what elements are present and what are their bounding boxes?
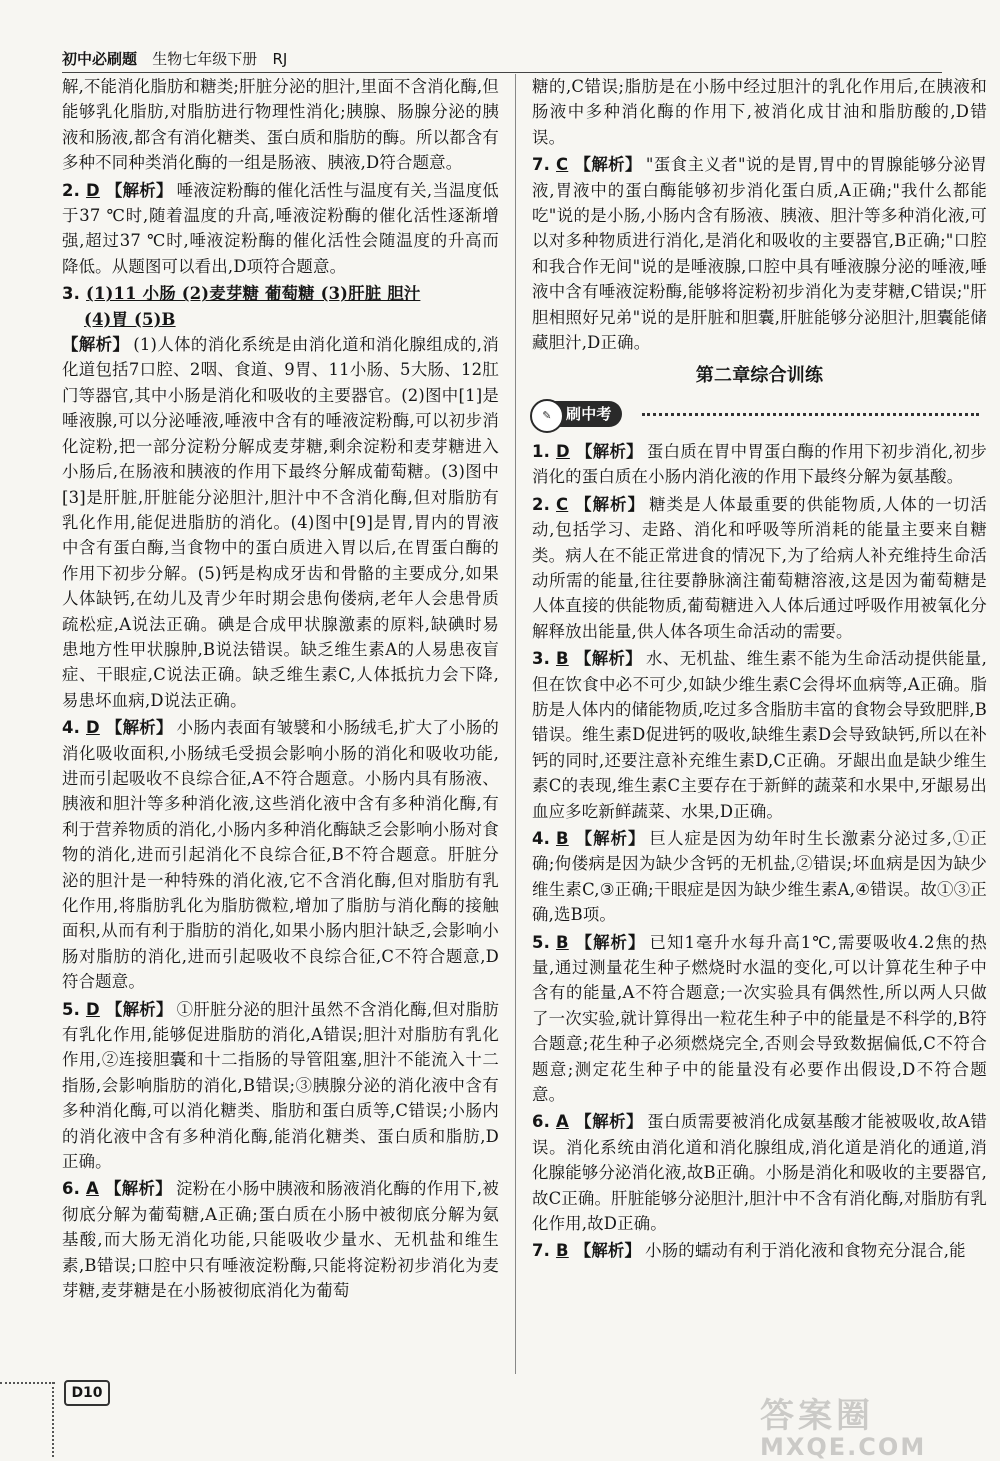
watermark-title: 答案圈 (760, 1396, 874, 1436)
answer-item (532, 646, 987, 824)
section-title: 第二章综合训练 (695, 365, 824, 387)
answer-item (532, 74, 987, 150)
answer-text: 糖的,C错误;脂肪是在小肠中经过胆汁的乳化作用后,在胰液和肠液中多种消化酶的作用下,被消化成甘油和脂肪酸的,D错误。 (532, 77, 987, 147)
answer-item (62, 715, 499, 994)
page-header (62, 48, 942, 74)
question-number: 7. (532, 155, 551, 175)
watermark-url: MXQE.COM (760, 1433, 927, 1461)
question-number: 5. (532, 932, 551, 952)
answer-item (62, 997, 499, 1175)
answer-fill-line: (1)11 小肠 (2)麦芽糖 葡萄糖 (3)肝脏 胆汁 (86, 284, 421, 304)
answer-text: 蛋白质需要被消化成氨基酸才能被吸收,故A错误。消化系统由消化道和消化腺组成,消化道是消化的通道,消化腺能够分泌消化液,故B正确。小肠是消化和吸收的主要器官,故C正确。肝脏能够分泌胆汁,胆汁中不含有消化酶,对脂肪有乳化作用,故D正确。 (532, 1112, 987, 1234)
answer-item (532, 492, 987, 644)
question-number: 2. (62, 180, 81, 200)
answer-item (62, 178, 499, 280)
answer-choice: C (556, 494, 569, 514)
answer-text: (1)人体的消化系统是由消化道和消化腺组成的,消化道包括7口腔、2咽、食道、9胃、11小肠、5大肠、12肛门等器官,其中小肠是消化和吸收的主要器官。(2)图中[1]是唾液腺,可以分泌唾液,唾液中含有的唾液淀粉酶,可以初步消化淀粉,把一部分淀粉分解成麦芽糖,剩余淀粉和麦芽糖进入小肠后,在肠液和胰液的作用下最终分解成葡萄糖。(3)图中[3]是肝脏,肝脏能分泌胆汁,胆汁中不含消化酶,但对脂肪有乳化作用,能促进脂肪的消化。(4)图中[9]是胃,胃内的胃液中含有蛋白酶,当食物中的蛋白质进入胃以后,在胃蛋白酶的作用下初步分解。(5)钙是构成牙齿和骨骼的主要成分,如果人体缺钙,在幼儿及青少年时期会患佝偻病,老年人会患骨质疏松症,A说法正确。碘是合成甲状腺激素的原料,缺碘时易患地方性甲状腺肿,B说法错误。缺乏维生素A的人易患夜盲症、干眼症,C说法正确。缺乏维生素C,人体抵抗力会下降,易患坏血病,D说法正确。 (62, 335, 499, 710)
page-number: D10 (64, 1380, 110, 1406)
answer-text: 小肠的蠕动有利于消化液和食物充分混合,能 (645, 1241, 966, 1261)
badge-icon: ✎ (530, 399, 564, 433)
analysis-tag: 【解析】 (574, 1241, 642, 1261)
answer-choice: B (556, 932, 569, 952)
question-number: 6. (532, 1112, 551, 1132)
right-column (532, 74, 987, 1266)
answer-choice: C (556, 155, 569, 175)
analysis-tag: 【解析】 (574, 649, 643, 669)
question-number: 3. (532, 649, 551, 669)
answer-choice: D (86, 999, 100, 1019)
watermark (760, 1388, 1000, 1461)
question-number: 5. (62, 999, 81, 1019)
section-badge-row (532, 399, 987, 433)
book-title: 初中必刷题 (62, 50, 138, 68)
answer-text: 水、无机盐、维生素不能为生命活动提供能量,但在饮食中必不可少,如缺少维生素C会得坏血病等,A正确。脂肪是人体内的储能物质,吃过多含脂肪丰富的食物会导致肥胖,B错误。维生素D促进钙的吸收,缺维生素D会导致缺钙,所以在补钙的同时,还要注意补充维生素D,C正确。牙龈出血是缺少维生素C的表现,维生素C主要存在于新鲜的蔬菜和水果中,牙龈易出血应多吃新鲜蔬菜、水果,D正确。 (532, 649, 987, 821)
subject-title: 生物七年级下册 (152, 50, 258, 68)
answer-item (532, 1238, 987, 1263)
footer-dotted-rule (0, 1382, 55, 1384)
answer-item (532, 826, 987, 928)
answer-choice: A (556, 1112, 569, 1132)
header-rule (62, 72, 942, 73)
answer-text: "蛋食主义者"说的是胃,胃中的胃腺能够分泌胃液,胃液中的蛋白酶能够初步消化蛋白质,A正确;"我什么都能吃"说的是小肠,小肠内含有肠液、胰液、胆汁等多种消化液,可以对多种物质进行消化,是消化和吸收的主要器官,B正确;"口腔和我合作无间"说的是唾液腺,口腔中具有唾液腺分泌的唾液,唾液中含有唾液淀粉酶,能够将淀粉初步消化为麦芽糖,C错误;"肝胆相照好兄弟"说的是肝脏和胆囊,肝脏能够分泌胆汁,胆囊能储藏胆汁,D正确。 (532, 155, 988, 353)
answer-item (62, 281, 499, 713)
question-number: 4. (62, 718, 81, 738)
analysis-tag: 【解析】 (574, 828, 646, 848)
answer-text: 淀粉在小肠中胰液和肠液消化酶的作用下,被彻底分解为葡萄糖,A正确;蛋白质在小肠中被彻底分解为氨基酸,而大肠无消化功能,只能吸收少量水、无机盐和维生素,B错误;口腔中只有唾液淀粉酶,只能将淀粉初步消化为麦芽糖,麦芽糖是在小肠被彻底消化为葡萄 (62, 1179, 499, 1301)
dotted-rule (642, 413, 979, 416)
question-number: 1. (532, 441, 551, 461)
analysis-tag: 【解析】 (62, 335, 130, 355)
answer-choice: A (86, 1179, 99, 1199)
analysis-tag: 【解析】 (104, 1179, 172, 1199)
question-number: 4. (532, 828, 551, 848)
answer-item (62, 74, 499, 176)
edition-label: RJ (272, 50, 288, 68)
left-column (62, 74, 499, 1306)
answer-text: 解,不能消化脂肪和糖类;肝脏分泌的胆汁,里面不含消化酶,但能够乳化脂肪,对脂肪进行物理性消化;胰腺、肠腺分泌的胰液和肠液,都含有消化糖类、蛋白质和脂肪的酶。所以都含有多种不同种类消化酶的一组是肠液、胰液,D符合题意。 (62, 77, 499, 173)
answer-item (532, 152, 987, 355)
analysis-tag: 【解析】 (105, 180, 173, 200)
answer-choice: B (556, 649, 569, 669)
answer-item (532, 1109, 987, 1236)
column-divider (515, 74, 516, 1374)
answer-choice: D (86, 718, 100, 738)
answer-text: 已知1毫升水每升高1℃,需要吸收4.2焦的热量,通过测量花生种子燃烧时水温的变化,可以计算花生种子中含有的能量,A不符合题意;一次实验具有偶然性,所以两人只做了一次实验,就计算得出一粒花生种子中的能量是不科学的,B符合题意;花生种子必须燃烧完全,否则会导致数据偏低,C不符合题意;测定花生种子中的能量没有必要作出假设,D不符合题意。 (532, 932, 987, 1105)
answer-item (532, 930, 987, 1108)
analysis-tag: 【解析】 (575, 441, 643, 461)
answer-choice: D (556, 441, 570, 461)
analysis-tag: 【解析】 (574, 1112, 644, 1132)
footer-dotted-vertical (52, 1382, 54, 1457)
analysis-tag: 【解析】 (105, 999, 173, 1019)
answer-text: ①肝脏分泌的胆汁虽然不含消化酶,但对脂肪有乳化作用,能够促进脂肪的消化,A错误;胆汁对脂肪有乳化作用,②连接胆囊和十二指肠的导管阻塞,胆汁不能流入十二指肠,会影响脂肪的消化,B错误;③胰腺分泌的消化液中含有多种消化酶,可以消化糖类、脂肪和蛋白质等,C错误;小肠内的消化液中含有多种消化酶,能消化糖类、蛋白质和脂肪,D正确。 (62, 999, 499, 1172)
answer-item (62, 1176, 499, 1303)
question-number: 7. (532, 1241, 551, 1261)
answer-fill-line: (4)胃 (5)B (84, 309, 176, 329)
badge-label: 刷中考 (566, 404, 612, 423)
answer-item (532, 439, 987, 490)
answer-text: 唾液淀粉酶的催化活性与温度有关,当温度低于37 ℃时,随着温度的升高,唾液淀粉酶的催化活性逐渐增强,超过37 ℃时,唾液淀粉酶的催化活性会随温度的升高而降低。从题图可以看出,D项符合题意。 (62, 180, 499, 276)
question-number: 6. (62, 1179, 81, 1199)
analysis-tag: 【解析】 (574, 494, 646, 514)
analysis-tag: 【解析】 (574, 932, 646, 952)
question-number: 2. (532, 494, 551, 514)
answer-text: 巨人症是因为幼年时生长激素分泌过多,①正确;佝偻病是因为缺少含钙的无机盐,②错误;坏血病是因为缺少维生素C,③正确;干眼症是因为缺少维生素A,④错误。故①③正确,选B项。 (532, 828, 987, 925)
answer-choice: B (556, 828, 569, 848)
answer-choice: D (86, 180, 100, 200)
answer-text: 糖类是人体最重要的供能物质,人体的一切活动,包括学习、走路、消化和呼吸等所消耗的能量主要来自糖类。病人在不能正常进食的情况下,为了给病人补充维持生命活动所需的能量,往往要静脉滴注葡萄糖溶液,这是因为葡萄糖是人体直接的供能物质,葡萄糖进入人体后通过呼吸作用被氧化分解释放出能量,供人体各项生命活动的需要。 (532, 494, 987, 641)
analysis-tag: 【解析】 (105, 718, 173, 738)
answer-choice: B (556, 1241, 569, 1261)
question-number: 3. (62, 284, 81, 304)
section-badge (536, 401, 622, 427)
analysis-tag: 【解析】 (574, 155, 642, 175)
answer-text: 蛋白质在胃中胃蛋白酶的作用下初步消化,初步消化的蛋白质在小肠内消化液的作用下最终分解为氨基酸。 (532, 441, 987, 487)
answer-text: 小肠内表面有皱襞和小肠绒毛,扩大了小肠的消化吸收面积,小肠绒毛受损会影响小肠的消化和吸收功能,进而引起吸收不良综合征,A不符合题意。小肠内具有肠液、胰液和胆汁等多种消化液,这些消化液中含有多种消化酶,有利于营养物质的消化,小肠内多种消化酶缺乏会影响小肠对食物的消化,进而引起消化不良综合征,B不符合题意。肝脏分泌的胆汁是一种特殊的消化液,它不含消化酶,但对脂肪有乳化作用,将脂肪乳化为脂肪微粒,增加了脂肪与消化酶的接触面积,从而有利于脂肪的消化,如果小肠内胆汁缺乏,会影响小肠对脂肪的消化,进而引起吸收不良综合征,C不符合题意,D符合题意。 (62, 718, 499, 992)
